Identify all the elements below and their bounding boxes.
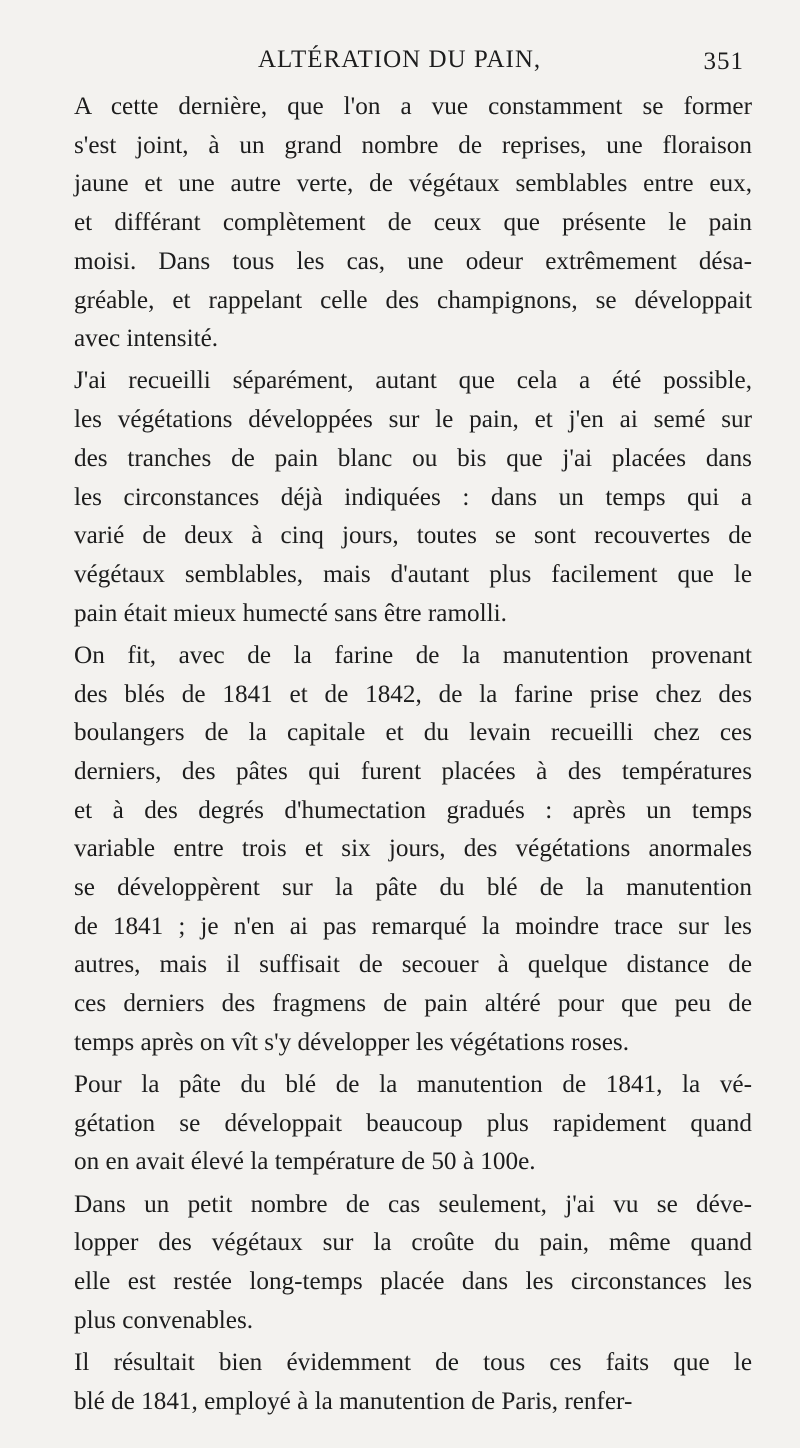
text-line: J'ai recueilli séparément, autant que cela a été possible, (74, 367, 752, 395)
text-line: pain était mieux humecté sans être ramolli. (74, 599, 507, 627)
text-line: plus convenables. (74, 1306, 254, 1334)
text-line: ces derniers des fragmens de pain altéré pour que peu de (74, 990, 752, 1018)
paragraph (48, 362, 752, 633)
text-line: s'est joint, à un grand nombre de reprises, une floraison (74, 131, 752, 159)
text-line: boulangers de la capitale et du levain recueilli chez ces (74, 719, 752, 747)
text-line: avec intensité. (74, 325, 219, 353)
text-line: A cette dernière, que l'on a vue constamment se former (74, 93, 752, 120)
text-line: elle est restée long-temps placée dans les circonstances les (74, 1268, 752, 1296)
text-line: moisi. Dans tous les cas, une odeur extrêmement désa- (74, 247, 752, 275)
text-line: varié de deux à cinq jours, toutes se sont recouvertes de (74, 522, 752, 550)
text-line: On fit, avec de la farine de la manutention provenant (74, 641, 752, 669)
page-number: 351 (703, 48, 744, 75)
text-line: et à des degrés d'humectation gradués : après un temps (74, 796, 752, 824)
text-line: gétation se développait beaucoup plus rapidement quand (74, 1109, 752, 1137)
text-line: variable entre trois et six jours, des végétations anormales (74, 835, 752, 863)
body-text (48, 88, 752, 1421)
text-line: jaune et une autre verte, de végétaux semblables entre eux, (74, 170, 752, 198)
text-line: temps après on vît s'y développer les végétations roses. (74, 1028, 630, 1056)
text-line: des tranches de pain blanc ou bis que j'ai placées dans (74, 444, 752, 472)
text-line: les végétations développées sur le pain, et j'en ai semé sur (74, 406, 752, 434)
text-line: derniers, des pâtes qui furent placées à des températures (74, 757, 752, 785)
text-line: Dans un petit nombre de cas seulement, j'ai vu se déve- (74, 1190, 752, 1218)
paragraph (48, 88, 752, 359)
text-line: se développèrent sur la pâte du blé de la manutention (74, 874, 752, 902)
text-line: les circonstances déjà indiquées : dans un temps qui a (74, 483, 752, 511)
text-line: autres, mais il suffisait de secouer à quelque distance de (74, 951, 752, 979)
paragraph (48, 1186, 752, 1341)
paragraph (48, 1066, 752, 1182)
text-line: on en avait élevé la température de 50 à 100e. (74, 1148, 536, 1176)
text-line: de 1841 ; je n'en ai pas remarqué la moindre trace sur les (74, 912, 752, 940)
text-line: et différant complètement de ceux que présente le pain (74, 209, 752, 237)
text-line: des blés de 1841 et de 1842, de la farine prise chez des (74, 680, 752, 708)
text-line: gréable, et rappelant celle des champignons, se développait (74, 286, 752, 314)
page-header (48, 40, 752, 88)
text-line: Il résultait bien évidemment de tous ces faits que le (74, 1349, 752, 1376)
paragraph (48, 637, 752, 1063)
text-line: Pour la pâte du blé de la manutention de 1841, la vé- (74, 1071, 752, 1099)
paragraph (48, 1344, 752, 1421)
text-line: lopper des végétaux sur la croûte du pain, même quand (74, 1229, 752, 1257)
text-line: blé de 1841, employé à la manutention de Paris, renfer- (74, 1387, 633, 1415)
text-line: végétaux semblables, mais d'autant plus facilement que le (74, 560, 752, 588)
running-title: ALTÉRATION DU PAIN, (258, 46, 542, 73)
